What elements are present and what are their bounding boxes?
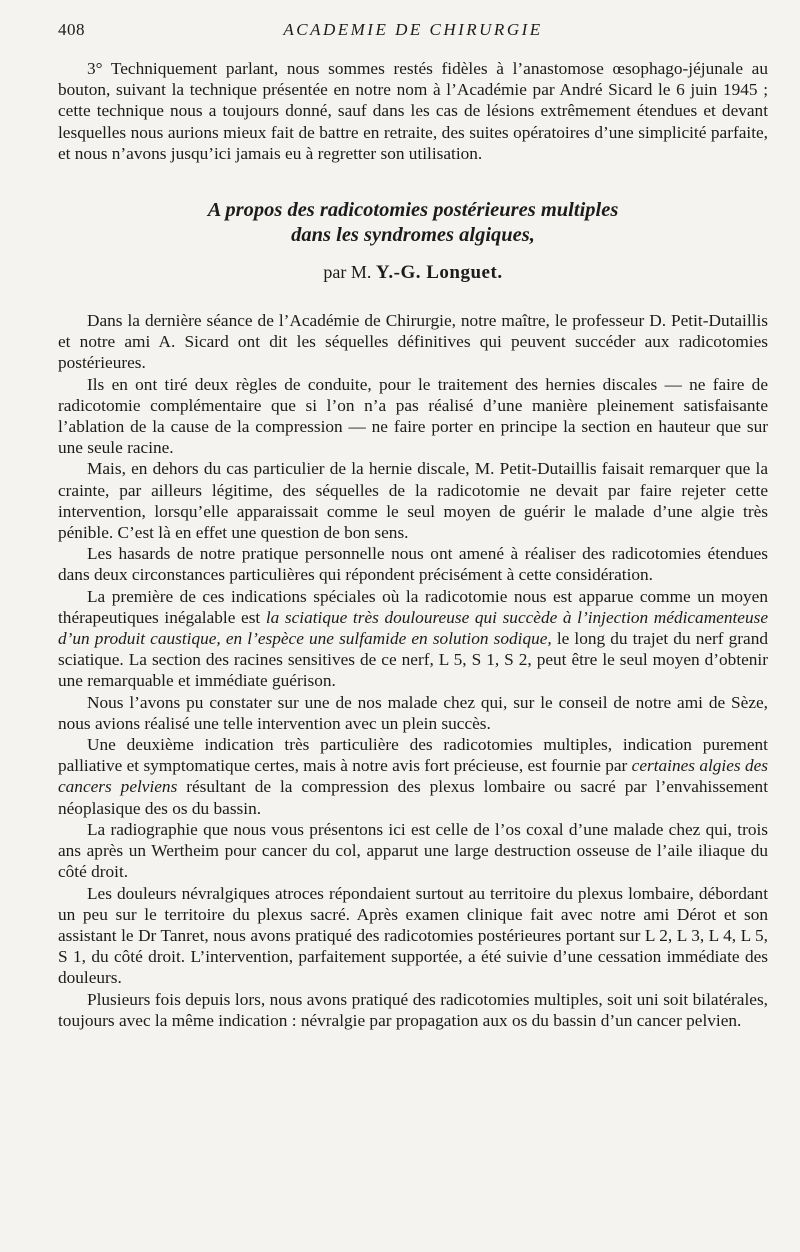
byline-prefix: par M. <box>323 262 372 283</box>
byline <box>58 262 768 284</box>
paragraph-10: Plusieurs fois depuis lors, nous avons pratiqué des radicotomies multiples, soit uni soit bilatérales, toujours avec la même indication : névralgie par propagation aux os du bassin d’un cancer pelvien. <box>58 989 768 1030</box>
paragraph-5-emphasis: la sciatique très douloureuse qui succède à l’injection médicamenteuse d’un produit caustique, en l’espèce une sulfamide en solution sodique, <box>58 607 769 649</box>
paragraph-9: Les douleurs névralgiques atroces répondaient surtout au territoire du plexus lombaire, débordant un peu sur le territoire du plexus sacré. Après examen clinique fait avec notre ami Dérot et son assistant le Dr Tanret, nous avons pratiqué des radicotomies postérieures portant sur L 2, L 3, L 4, L 5, S 1, du côté droit. L’intervention, parfaitement supportée, a été suivie d’une cessation immédiate des douleurs. <box>58 883 768 988</box>
paragraph-4: Les hasards de notre pratique personnelle nous ont amené à réaliser des radicotomies étendues dans deux circonstances particulières qui répondent précisément à cette considération. <box>58 544 768 585</box>
article-title-line-2: dans les syndromes algiques, <box>291 224 535 247</box>
paragraph-3: Mais, en dehors du cas particulier de la hernie discale, M. Petit-Dutaillis faisait remarquer que la crainte, par ailleurs légitime, des séquelles de la radicotomie ne devait par faire rejeter cette intervention, lorsqu’elle apparaissait comme le seul moyen de guérir le malade d’une algie très pénible. C’est là en effet une question de bon sens. <box>58 459 768 543</box>
paragraph-5-end: le long du trajet du nerf grand sciatique. La section des racines sensitives de ce nerf, L 5, S 1, S 2, peut être le seul moyen d’obtenir une remarquable et immédiate guérison. <box>58 629 768 691</box>
paragraph-7-start: Une deuxième indication très particulière des radicotomies multiples, indication purement palliative et symptomatique certes, mais à notre avis fort précieuse, est fournie par <box>58 735 768 776</box>
paragraph-7 <box>58 734 768 819</box>
paragraph-5-start: La première de ces indications spéciales où la radicotomie nous est apparue comme un moyen thérapeutiques inégalable est <box>58 586 768 627</box>
page-header <box>58 20 768 44</box>
paragraph-1: Dans la dernière séance de l’Académie de Chirurgie, notre maître, le professeur D. Petit-Dutaillis et notre ami A. Sicard ont dit les séquelles définitives qui peuvent succéder aux radicotomies postérieures. <box>58 311 768 373</box>
paragraph-2: Ils en ont tiré deux règles de conduite, pour le traitement des hernies discales — ne faire de radicotomie complémentaire que si l’on n’a pas réalisé d’une manière pleinement satisfaisante l’ablation de la cause de la compression — ne faire porter en principe la section en hauteur que sur une seule racine. <box>58 374 768 458</box>
body-text <box>58 58 768 1031</box>
author-name: Y.-G. Longuet. <box>375 262 503 284</box>
paragraph-5 <box>58 586 768 692</box>
article-title <box>58 198 768 248</box>
running-head: ACADEMIE DE CHIRURGIE <box>283 20 543 39</box>
paragraph-6: Nous l’avons pu constater sur une de nos malade chez qui, sur le conseil de notre ami de Sèze, nous avions réalisé une telle intervention avec un plein succès. <box>58 692 768 733</box>
article-title-line-1: A propos des radicotomies postérieures multiples <box>207 199 619 222</box>
paragraph-7-emphasis: certaines algies des cancers pelviens <box>58 756 768 797</box>
paragraph-7-end: résultant de la compression des plexus lombaire ou sacré par l’envahissement néoplasique des os du bassin. <box>58 777 769 818</box>
paragraph-8: La radiographie que nous vous présentons ici est celle de l’os coxal d’une malade chez qui, trois ans après un Wertheim pour cancer du col, apparut une large destruction osseuse de l’aile iliaque du côté droit. <box>58 819 768 882</box>
paragraph-point-3: 3° Techniquement parlant, nous sommes restés fidèles à l’anastomose œsophago-jéjunale au bouton, suivant la technique présentée en notre nom à l’Académie par André Sicard le 6 juin 1945 ; cette technique nous a toujours donné, sauf dans les cas de lésions extrêmement étendues et devant lesquelles nous aurions mieux fait de battre en retraite, des suites opératoires d’une simplicité parfaite, et nous n’avons jusqu’ici jamais eu à regretter son utilisation. <box>58 59 768 163</box>
page-number: 408 <box>58 20 85 39</box>
